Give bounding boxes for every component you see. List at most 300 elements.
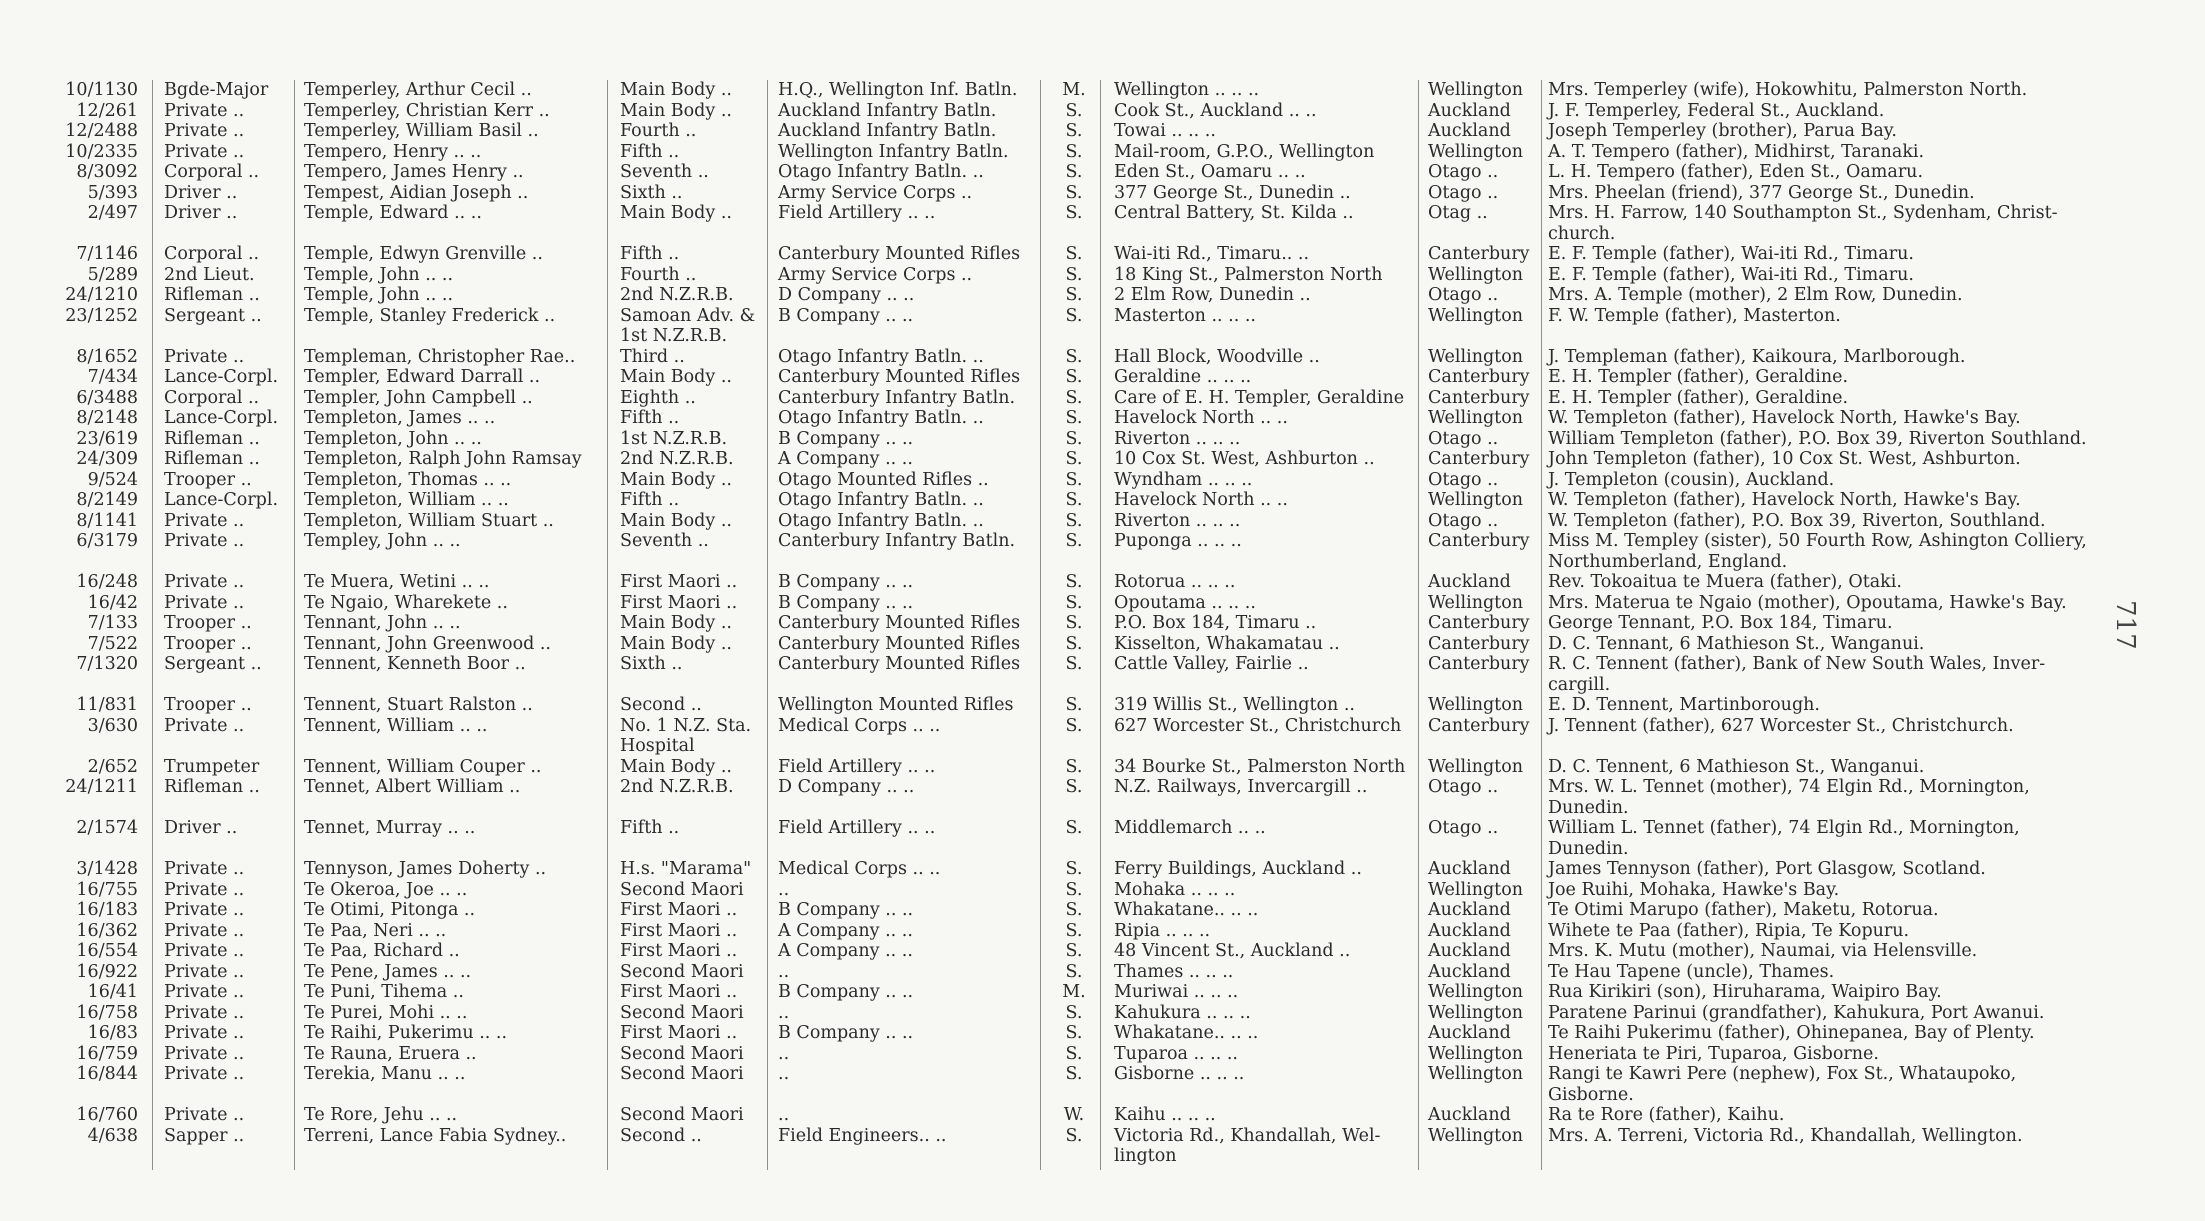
address-cell: Middlemarch .. .. bbox=[1114, 818, 1266, 838]
marital-status-cell: S. bbox=[1065, 264, 1083, 285]
next-of-kin-cell: James Tennyson (father), Port Glasgow, Scotland. bbox=[1548, 859, 1986, 879]
district-cell: Otago .. bbox=[1428, 510, 1499, 531]
regimental-number-cell: 6/3488 bbox=[76, 387, 138, 408]
rank-cell: Private .. bbox=[164, 715, 245, 736]
next-of-kin-cell: L. H. Tempero (father), Eden St., Oamaru. bbox=[1548, 162, 1924, 182]
unit-cell: Wellington Infantry Batln. bbox=[778, 141, 1009, 162]
next-of-kin-cell: William L. Tennet (father), 74 Elgin Rd., Mornington, bbox=[1548, 818, 2020, 838]
regimental-number-cell: 10/1130 bbox=[65, 80, 138, 100]
regimental-number-cell: 7/133 bbox=[87, 613, 138, 633]
marital-status-cell: S. bbox=[1065, 1043, 1083, 1064]
marital-status-cell: S. bbox=[1065, 305, 1083, 326]
marital-status-cell: S. bbox=[1065, 572, 1083, 592]
soldier-name-cell: Tempero, Henry .. .. bbox=[304, 141, 482, 162]
soldier-name-cell: Te Otimi, Pitonga .. bbox=[304, 900, 476, 920]
table-row bbox=[56, 470, 2136, 491]
regimental-number-cell: 16/83 bbox=[87, 1023, 138, 1043]
regimental-number-cell: 8/2149 bbox=[76, 490, 138, 510]
soldier-name-cell: Te Okeroa, Joe .. .. bbox=[304, 879, 468, 900]
draft-cell: Main Body .. bbox=[620, 203, 732, 223]
soldier-name-cell: Te Paa, Richard .. bbox=[304, 941, 460, 961]
next-of-kin-cell: Northumberland, England. bbox=[1548, 551, 1788, 572]
marital-status-cell: S. bbox=[1065, 285, 1083, 305]
address-cell: P.O. Box 184, Timaru .. bbox=[1114, 613, 1317, 633]
soldier-name-cell: Templeman, Christopher Rae.. bbox=[304, 346, 576, 367]
unit-cell: .. bbox=[778, 1064, 790, 1084]
soldier-name-cell: Tennent, William .. .. bbox=[304, 715, 488, 736]
marital-status-cell: S. bbox=[1065, 1023, 1083, 1043]
unit-cell: Canterbury Mounted Rifles bbox=[778, 633, 1021, 654]
table-row bbox=[56, 777, 2136, 798]
soldier-name-cell: Te Purei, Mohi .. .. bbox=[304, 1002, 468, 1023]
table-row bbox=[56, 408, 2136, 429]
district-cell: Wellington bbox=[1428, 592, 1524, 613]
rank-cell: Private .. bbox=[164, 879, 245, 900]
next-of-kin-cell: Mrs. A. Terreni, Victoria Rd., Khandallah, Wellington. bbox=[1548, 1125, 2023, 1146]
address-cell: Care of E. H. Templer, Geraldine bbox=[1114, 387, 1405, 408]
address-cell: Riverton .. .. .. bbox=[1114, 428, 1241, 449]
next-of-kin-cell: Rangi te Kawri Pere (nephew), Fox St., Whataupoko, bbox=[1548, 1064, 2017, 1084]
table-row bbox=[56, 285, 2136, 306]
rank-cell: Private .. bbox=[164, 961, 245, 982]
draft-cell: Hospital bbox=[620, 736, 695, 756]
table-row bbox=[56, 388, 2136, 409]
rank-cell: Private .. bbox=[164, 920, 245, 941]
draft-cell: First Maori .. bbox=[620, 920, 738, 941]
soldier-name-cell: Temperley, Christian Kerr .. bbox=[304, 100, 550, 121]
draft-cell: First Maori .. bbox=[620, 1023, 738, 1043]
table-row bbox=[56, 1023, 2136, 1044]
unit-cell: A Company .. .. bbox=[778, 920, 913, 941]
district-cell: Wellington bbox=[1428, 1002, 1524, 1023]
next-of-kin-cell: Rev. Tokoaitua te Muera (father), Otaki. bbox=[1548, 572, 1902, 592]
marital-status-cell: S. bbox=[1065, 141, 1083, 162]
soldier-name-cell: Templeton, John .. .. bbox=[304, 428, 482, 449]
district-cell: Canterbury bbox=[1428, 654, 1530, 674]
marital-status-cell: S. bbox=[1065, 531, 1083, 551]
address-cell: Riverton .. .. .. bbox=[1114, 510, 1241, 531]
table-row bbox=[56, 1064, 2136, 1085]
regimental-number-cell: 16/758 bbox=[76, 1002, 138, 1023]
soldier-name-cell: Templer, Edward Darrall .. bbox=[304, 367, 541, 387]
district-cell: Auckland bbox=[1428, 100, 1511, 121]
address-cell: Mohaka .. .. .. bbox=[1114, 879, 1236, 900]
table-row bbox=[56, 941, 2136, 962]
regimental-number-cell: 23/1252 bbox=[65, 305, 138, 326]
next-of-kin-cell: Ra te Rore (father), Kaihu. bbox=[1548, 1105, 1785, 1125]
soldier-name-cell: Temperley, Arthur Cecil .. bbox=[304, 80, 532, 100]
district-cell: Auckland bbox=[1428, 941, 1511, 961]
table-row bbox=[56, 367, 2136, 388]
district-cell: Auckland bbox=[1428, 961, 1511, 982]
marital-status-cell: S. bbox=[1065, 695, 1083, 715]
unit-cell: Field Artillery .. .. bbox=[778, 818, 936, 838]
draft-cell: Fifth .. bbox=[620, 408, 680, 428]
unit-cell: .. bbox=[778, 1002, 790, 1023]
district-cell: Otag .. bbox=[1428, 203, 1488, 223]
address-cell: 319 Willis St., Wellington .. bbox=[1114, 695, 1355, 715]
unit-cell: Otago Infantry Batln. .. bbox=[778, 408, 984, 428]
unit-cell: B Company .. .. bbox=[778, 592, 914, 613]
soldier-name-cell: Temple, Stanley Frederick .. bbox=[304, 305, 556, 326]
address-cell: 377 George St., Dunedin .. bbox=[1114, 182, 1351, 203]
marital-status-cell: S. bbox=[1065, 715, 1083, 736]
rank-cell: Corporal .. bbox=[164, 162, 260, 182]
rank-cell: Trooper .. bbox=[164, 613, 252, 633]
regimental-number-cell: 9/524 bbox=[87, 469, 138, 490]
table-row bbox=[56, 552, 2136, 573]
unit-cell: B Company .. .. bbox=[778, 305, 914, 326]
address-cell: 34 Bourke St., Palmerston North bbox=[1114, 756, 1406, 777]
table-row bbox=[56, 880, 2136, 901]
soldier-name-cell: Templeton, Ralph John Ramsay bbox=[304, 449, 582, 469]
marital-status-cell: S. bbox=[1065, 818, 1083, 838]
soldier-name-cell: Te Pene, James .. .. bbox=[304, 961, 472, 982]
district-cell: Otago .. bbox=[1428, 777, 1499, 797]
draft-cell: Main Body .. bbox=[620, 469, 732, 490]
address-cell: Ferry Buildings, Auckland .. bbox=[1114, 859, 1362, 879]
unit-cell: Canterbury Mounted Rifles bbox=[778, 367, 1021, 387]
draft-cell: Main Body .. bbox=[620, 80, 732, 100]
address-cell: Gisborne .. .. .. bbox=[1114, 1064, 1245, 1084]
next-of-kin-cell: E. F. Temple (father), Wai-iti Rd., Timaru. bbox=[1548, 264, 1914, 285]
table-row bbox=[56, 101, 2136, 122]
regimental-number-cell: 2/1574 bbox=[76, 818, 138, 838]
next-of-kin-cell: Te Raihi Pukerimu (father), Ohinepanea, Bay of Plenty. bbox=[1548, 1023, 2035, 1043]
regimental-number-cell: 12/261 bbox=[76, 100, 138, 121]
soldier-name-cell: Te Rore, Jehu .. .. bbox=[304, 1105, 458, 1125]
rank-cell: Corporal .. bbox=[164, 387, 260, 408]
nominal-roll-table bbox=[56, 80, 2136, 1167]
unit-cell: B Company .. .. bbox=[778, 428, 914, 449]
draft-cell: Main Body .. bbox=[620, 100, 732, 121]
regimental-number-cell: 16/755 bbox=[76, 879, 138, 900]
address-cell: Tuparoa .. .. .. bbox=[1114, 1043, 1238, 1064]
regimental-number-cell: 24/1211 bbox=[65, 777, 138, 797]
rank-cell: Lance-Corpl. bbox=[164, 408, 279, 428]
next-of-kin-cell: F. W. Temple (father), Masterton. bbox=[1548, 305, 1841, 326]
next-of-kin-cell: Mrs. K. Mutu (mother), Naumai, via Helensville. bbox=[1548, 941, 1978, 961]
unit-cell: .. bbox=[778, 1043, 790, 1064]
regimental-number-cell: 7/522 bbox=[87, 633, 138, 654]
regimental-number-cell: 23/619 bbox=[76, 428, 138, 449]
table-row bbox=[56, 490, 2136, 511]
table-row bbox=[56, 695, 2136, 716]
soldier-name-cell: Templeton, William Stuart .. bbox=[304, 510, 554, 531]
next-of-kin-cell: J. Templeman (father), Kaikoura, Marlborough. bbox=[1548, 346, 1966, 367]
rank-cell: Rifleman .. bbox=[164, 449, 260, 469]
regimental-number-cell: 7/1320 bbox=[76, 654, 138, 674]
next-of-kin-cell: Miss M. Templey (sister), 50 Fourth Row, Ashington Colliery, bbox=[1548, 531, 2087, 551]
table-row bbox=[56, 962, 2136, 983]
address-cell: 18 King St., Palmerston North bbox=[1114, 264, 1383, 285]
address-cell: 627 Worcester St., Christchurch bbox=[1114, 715, 1402, 736]
draft-cell: First Maori .. bbox=[620, 941, 738, 961]
district-cell: Wellington bbox=[1428, 346, 1524, 367]
next-of-kin-cell: A. T. Tempero (father), Midhirst, Taranaki. bbox=[1548, 141, 1925, 162]
rank-cell: Private .. bbox=[164, 1043, 245, 1064]
next-of-kin-cell: Joseph Temperley (brother), Parua Bay. bbox=[1548, 121, 1897, 141]
address-cell: Masterton .. .. .. bbox=[1114, 305, 1256, 326]
draft-cell: 2nd N.Z.R.B. bbox=[620, 285, 734, 305]
marital-status-cell: S. bbox=[1065, 367, 1083, 387]
district-cell: Otago .. bbox=[1428, 285, 1499, 305]
regimental-number-cell: 8/2148 bbox=[76, 408, 138, 428]
table-row bbox=[56, 654, 2136, 675]
address-cell: Thames .. .. .. bbox=[1114, 961, 1234, 982]
page-number: 717 bbox=[2110, 600, 2140, 650]
district-cell: Otago .. bbox=[1428, 818, 1499, 838]
unit-cell: B Company .. .. bbox=[778, 982, 914, 1002]
marital-status-cell: S. bbox=[1065, 592, 1083, 613]
next-of-kin-cell: J. Templeton (cousin), Auckland. bbox=[1548, 469, 1835, 490]
draft-cell: Fifth .. bbox=[620, 818, 680, 838]
rank-cell: Corporal .. bbox=[164, 244, 260, 264]
regimental-number-cell: 16/248 bbox=[76, 572, 138, 592]
district-cell: Wellington bbox=[1428, 756, 1524, 777]
next-of-kin-cell: D. C. Tennant, 6 Mathieson St., Wanganui. bbox=[1548, 633, 1925, 654]
rank-cell: Trooper .. bbox=[164, 695, 252, 715]
soldier-name-cell: Templeton, James .. .. bbox=[304, 408, 496, 428]
address-cell: Cook St., Auckland .. .. bbox=[1114, 100, 1317, 121]
district-cell: Canterbury bbox=[1428, 449, 1530, 469]
soldier-name-cell: Temperley, William Basil .. bbox=[304, 121, 539, 141]
draft-cell: H.s. "Marama" bbox=[620, 859, 752, 879]
district-cell: Wellington bbox=[1428, 408, 1524, 428]
district-cell: Canterbury bbox=[1428, 715, 1530, 736]
address-cell: lington bbox=[1114, 1146, 1177, 1166]
soldier-name-cell: Temple, Edward .. .. bbox=[304, 203, 482, 223]
unit-cell: B Company .. .. bbox=[778, 1023, 914, 1043]
draft-cell: Fourth .. bbox=[620, 264, 697, 285]
marital-status-cell: S. bbox=[1065, 633, 1083, 654]
regimental-number-cell: 16/42 bbox=[87, 592, 138, 613]
regimental-number-cell: 7/1146 bbox=[76, 244, 138, 264]
unit-cell: Otago Infantry Batln. .. bbox=[778, 346, 984, 367]
rank-cell: Sapper .. bbox=[164, 1125, 245, 1146]
unit-cell: Medical Corps .. .. bbox=[778, 715, 941, 736]
draft-cell: 2nd N.Z.R.B. bbox=[620, 449, 734, 469]
district-cell: Wellington bbox=[1428, 1125, 1524, 1146]
next-of-kin-cell: W. Templeton (father), Havelock North, Hawke's Bay. bbox=[1548, 408, 2021, 428]
table-row bbox=[56, 839, 2136, 860]
marital-status-cell: S. bbox=[1065, 941, 1083, 961]
next-of-kin-cell: Joe Ruihi, Mohaka, Hawke's Bay. bbox=[1548, 879, 1840, 900]
address-cell: Cattle Valley, Fairlie .. bbox=[1114, 654, 1309, 674]
unit-cell: Canterbury Mounted Rifles bbox=[778, 244, 1021, 264]
marital-status-cell: S. bbox=[1065, 613, 1083, 633]
soldier-name-cell: Tennyson, James Doherty .. bbox=[304, 859, 547, 879]
table-row bbox=[56, 265, 2136, 286]
rank-cell: Private .. bbox=[164, 100, 245, 121]
next-of-kin-cell: Mrs. W. L. Tennet (mother), 74 Elgin Rd., Mornington, bbox=[1548, 777, 2030, 797]
table-row bbox=[56, 634, 2136, 655]
table-row bbox=[56, 736, 2136, 757]
table-row bbox=[56, 1003, 2136, 1024]
marital-status-cell: S. bbox=[1065, 469, 1083, 490]
table-row bbox=[56, 859, 2136, 880]
table-row bbox=[56, 798, 2136, 819]
rank-cell: Private .. bbox=[164, 1105, 245, 1125]
address-cell: Havelock North .. .. bbox=[1114, 490, 1288, 510]
unit-cell: .. bbox=[778, 879, 790, 900]
draft-cell: Third .. bbox=[620, 346, 685, 367]
table-row bbox=[56, 675, 2136, 696]
unit-cell: Medical Corps .. .. bbox=[778, 859, 941, 879]
draft-cell: Second .. bbox=[620, 1125, 702, 1146]
next-of-kin-cell: Rua Kirikiri (son), Hiruharama, Waipiro Bay. bbox=[1548, 982, 1942, 1002]
rank-cell: Private .. bbox=[164, 121, 245, 141]
district-cell: Canterbury bbox=[1428, 633, 1530, 654]
next-of-kin-cell: cargill. bbox=[1548, 674, 1611, 695]
next-of-kin-cell: E. F. Temple (father), Wai-iti Rd., Timaru. bbox=[1548, 244, 1914, 264]
next-of-kin-cell: Gisborne. bbox=[1548, 1084, 1634, 1105]
rank-cell: Trooper .. bbox=[164, 633, 252, 654]
district-cell: Auckland bbox=[1428, 920, 1511, 941]
soldier-name-cell: Tennent, Kenneth Boor .. bbox=[304, 654, 526, 674]
draft-cell: Seventh .. bbox=[620, 162, 709, 182]
marital-status-cell: S. bbox=[1065, 346, 1083, 367]
address-cell: Eden St., Oamaru .. .. bbox=[1114, 162, 1306, 182]
draft-cell: Sixth .. bbox=[620, 182, 683, 203]
next-of-kin-cell: Heneriata te Piri, Tuparoa, Gisborne. bbox=[1548, 1043, 1879, 1064]
unit-cell: H.Q., Wellington Inf. Batln. bbox=[778, 80, 1018, 100]
next-of-kin-cell: E. H. Templer (father), Geraldine. bbox=[1548, 387, 1849, 408]
regimental-number-cell: 10/2335 bbox=[65, 141, 138, 162]
table-row bbox=[56, 1085, 2136, 1106]
district-cell: Wellington bbox=[1428, 695, 1524, 715]
next-of-kin-cell: Dunedin. bbox=[1548, 838, 1629, 859]
draft-cell: Second Maori bbox=[620, 1002, 744, 1023]
address-cell: Mail-room, G.P.O., Wellington bbox=[1114, 141, 1375, 162]
district-cell: Wellington bbox=[1428, 982, 1524, 1002]
unit-cell: Field Engineers.. .. bbox=[778, 1125, 947, 1146]
draft-cell: Main Body .. bbox=[620, 367, 732, 387]
district-cell: Auckland bbox=[1428, 1105, 1511, 1125]
next-of-kin-cell: Mrs. H. Farrow, 140 Southampton St., Sydenham, Christ- bbox=[1548, 203, 2058, 223]
unit-cell: Canterbury Infantry Batln. bbox=[778, 531, 1016, 551]
address-cell: Whakatane.. .. .. bbox=[1114, 1023, 1259, 1043]
unit-cell: Army Service Corps .. bbox=[778, 264, 973, 285]
address-cell: Wyndham .. .. .. bbox=[1114, 469, 1253, 490]
regimental-number-cell: 2/497 bbox=[87, 203, 138, 223]
district-cell: Canterbury bbox=[1428, 367, 1530, 387]
draft-cell: First Maori .. bbox=[620, 592, 738, 613]
rank-cell: Private .. bbox=[164, 346, 245, 367]
soldier-name-cell: Tennet, Albert William .. bbox=[304, 777, 521, 797]
address-cell: Towai .. .. .. bbox=[1114, 121, 1216, 141]
marital-status-cell: S. bbox=[1065, 1002, 1083, 1023]
regimental-number-cell: 8/1652 bbox=[76, 346, 138, 367]
regimental-number-cell: 11/831 bbox=[76, 695, 138, 715]
regimental-number-cell: 2/652 bbox=[87, 756, 138, 777]
regimental-number-cell: 16/41 bbox=[87, 982, 138, 1002]
regimental-number-cell: 3/1428 bbox=[76, 859, 138, 879]
regimental-number-cell: 3/630 bbox=[87, 715, 138, 736]
rank-cell: Rifleman .. bbox=[164, 428, 260, 449]
draft-cell: 2nd N.Z.R.B. bbox=[620, 777, 734, 797]
table-row bbox=[56, 531, 2136, 552]
unit-cell: A Company .. .. bbox=[778, 941, 913, 961]
address-cell: 2 Elm Row, Dunedin .. bbox=[1114, 285, 1311, 305]
unit-cell: D Company .. .. bbox=[778, 777, 915, 797]
regimental-number-cell: 16/760 bbox=[76, 1105, 138, 1125]
next-of-kin-cell: Te Otimi Marupo (father), Maketu, Rotorua. bbox=[1548, 900, 1939, 920]
regimental-number-cell: 5/289 bbox=[87, 264, 138, 285]
table-row bbox=[56, 1044, 2136, 1065]
table-row bbox=[56, 921, 2136, 942]
soldier-name-cell: Te Rauna, Eruera .. bbox=[304, 1043, 477, 1064]
marital-status-cell: S. bbox=[1065, 900, 1083, 920]
draft-cell: Second .. bbox=[620, 695, 702, 715]
next-of-kin-cell: W. Templeton (father), P.O. Box 39, Riverton, Southland. bbox=[1548, 510, 2046, 531]
rank-cell: Private .. bbox=[164, 941, 245, 961]
marital-status-cell: S. bbox=[1065, 490, 1083, 510]
marital-status-cell: S. bbox=[1065, 428, 1083, 449]
district-cell: Wellington bbox=[1428, 490, 1524, 510]
rank-cell: 2nd Lieut. bbox=[164, 264, 255, 285]
draft-cell: Fifth .. bbox=[620, 141, 680, 162]
unit-cell: .. bbox=[778, 961, 790, 982]
table-row bbox=[56, 613, 2136, 634]
address-cell: Whakatane.. .. .. bbox=[1114, 900, 1259, 920]
soldier-name-cell: Terekia, Manu .. .. bbox=[304, 1064, 466, 1084]
regimental-number-cell: 6/3179 bbox=[76, 531, 138, 551]
unit-cell: Wellington Mounted Rifles bbox=[778, 695, 1014, 715]
soldier-name-cell: Terreni, Lance Fabia Sydney.. bbox=[304, 1125, 567, 1146]
regimental-number-cell: 16/554 bbox=[76, 941, 138, 961]
district-cell: Auckland bbox=[1428, 572, 1511, 592]
address-cell: Geraldine .. .. .. bbox=[1114, 367, 1252, 387]
address-cell: Wellington .. .. .. bbox=[1114, 80, 1260, 100]
district-cell: Wellington bbox=[1428, 1064, 1524, 1084]
rank-cell: Lance-Corpl. bbox=[164, 490, 279, 510]
draft-cell: Sixth .. bbox=[620, 654, 683, 674]
rank-cell: Rifleman .. bbox=[164, 285, 260, 305]
unit-cell: Otago Infantry Batln. .. bbox=[778, 490, 984, 510]
unit-cell: Field Artillery .. .. bbox=[778, 203, 936, 223]
soldier-name-cell: Te Puni, Tihema .. bbox=[304, 982, 464, 1002]
address-cell: Puponga .. .. .. bbox=[1114, 531, 1242, 551]
rank-cell: Private .. bbox=[164, 1002, 245, 1023]
next-of-kin-cell: D. C. Tennent, 6 Mathieson St., Wanganui. bbox=[1548, 756, 1925, 777]
address-cell: Victoria Rd., Khandallah, Wel- bbox=[1114, 1125, 1381, 1146]
address-cell: Kisselton, Whakamatau .. bbox=[1114, 633, 1340, 654]
next-of-kin-cell: church. bbox=[1548, 223, 1616, 244]
regimental-number-cell: 8/1141 bbox=[76, 510, 138, 531]
address-cell: Ripia .. .. .. bbox=[1114, 920, 1211, 941]
marital-status-cell: S. bbox=[1065, 449, 1083, 469]
regimental-number-cell: 16/183 bbox=[76, 900, 138, 920]
marital-status-cell: S. bbox=[1065, 244, 1083, 264]
address-cell: Wai-iti Rd., Timaru.. .. bbox=[1114, 244, 1310, 264]
regimental-number-cell: 12/2488 bbox=[65, 121, 138, 141]
address-cell: 10 Cox St. West, Ashburton .. bbox=[1114, 449, 1375, 469]
next-of-kin-cell: W. Templeton (father), Havelock North, Hawke's Bay. bbox=[1548, 490, 2021, 510]
district-cell: Otago .. bbox=[1428, 428, 1499, 449]
regimental-number-cell: 16/362 bbox=[76, 920, 138, 941]
address-cell: Kaihu .. .. .. bbox=[1114, 1105, 1216, 1125]
draft-cell: Main Body .. bbox=[620, 633, 732, 654]
unit-cell: .. bbox=[778, 1105, 790, 1125]
unit-cell: D Company .. .. bbox=[778, 285, 915, 305]
next-of-kin-cell: George Tennant, P.O. Box 184, Timaru. bbox=[1548, 613, 1893, 633]
draft-cell: Samoan Adv. & bbox=[620, 305, 756, 326]
draft-cell: Main Body .. bbox=[620, 756, 732, 777]
next-of-kin-cell: Dunedin. bbox=[1548, 797, 1629, 818]
address-cell: Hall Block, Woodville .. bbox=[1114, 346, 1320, 367]
table-row bbox=[56, 572, 2136, 593]
